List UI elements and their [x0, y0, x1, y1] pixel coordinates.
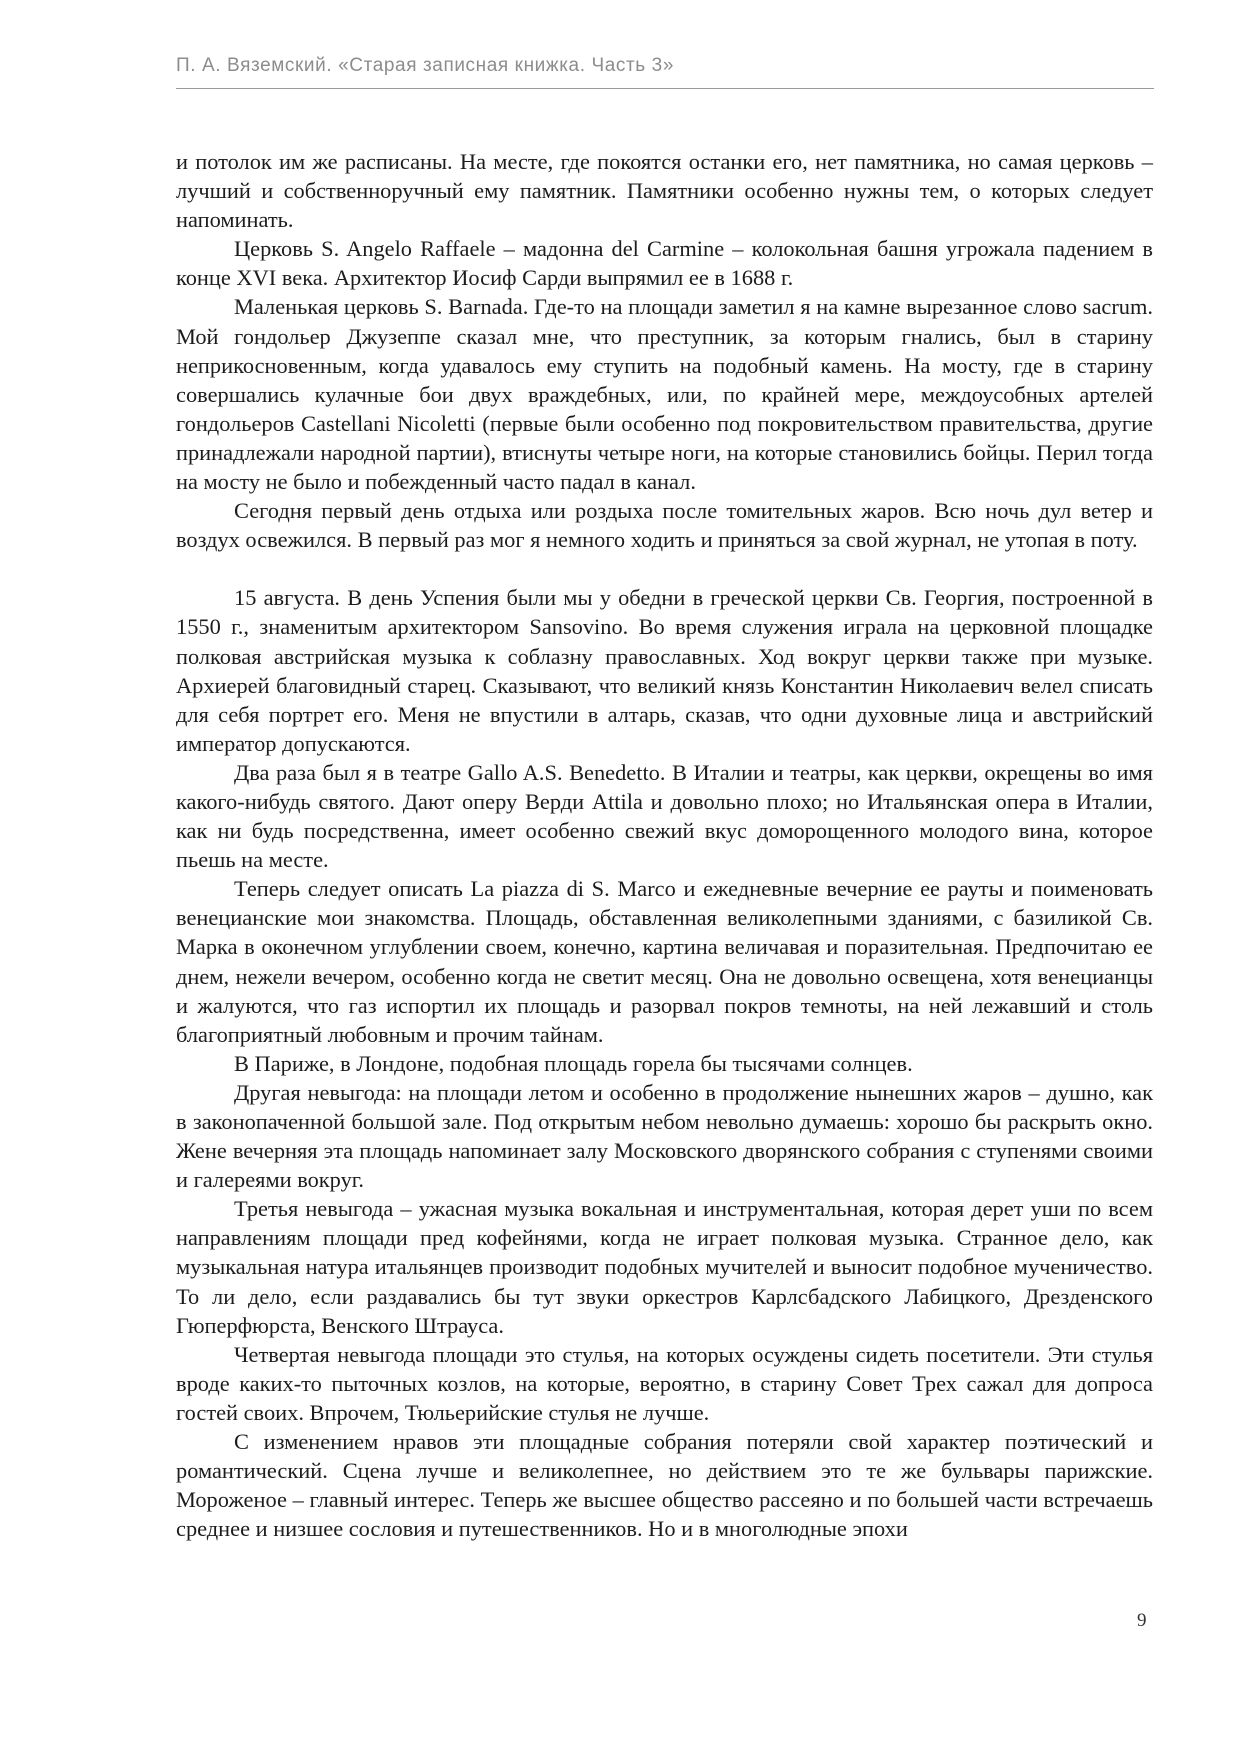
- paragraph: Теперь следует описать La piazza di S. Marco и ежедневные вечерние ее рауты и поименовать венецианские мои знакомства. Площадь, обставленная великолепными зданиями, с базиликой Св. Марка в оконечном углублении своем, конечно, картина величавая и поразительная. Предпочитаю ее днем, нежели вечером, особенно когда не светит месяц. Она не довольно освещена, хотя венецианцы и жалуются, что газ испортил их площадь и разорвал покров темноты, на ней лежавший и столь благоприятный любовным и прочим тайнам.: [176, 876, 1153, 1047]
- dated-entry-paragraph: 15 августа. В день Успения были мы у обедни в греческой церкви Св. Георгия, построенной в 1550 г., знаменитым архитектором Sansovino. Во время служения играла на церковной площадке полковая австрийская музыка к соблазну православных. Ход вокруг церкви также при музыке. Архиерей благовидный старец. Сказывают, что великий князь Константин Николаевич велел списать для себя портрет его. Меня не впустили в алтарь, сказав, что одни духовные лица и австрийский император допускаются.: [176, 585, 1153, 756]
- body-text: [176, 147, 1153, 1543]
- paragraph: Два раза был я в театре Gallo A.S. Benedetto. В Италии и театры, как церкви, окрещены во имя какого-нибудь святого. Дают оперу Верди Attila и довольно плохо; но Итальянская опера в Италии, как ни будь посредственна, имеет особенно свежий вкус доморощенного молодого вина, которое пьешь на месте.: [176, 759, 1153, 873]
- paragraph: и потолок им же расписаны. На месте, где покоятся останки его, нет памятника, но самая церковь – лучший и собственноручный ему памятник. Памятники особенно нужны тем, о которых следует напоминать.: [176, 149, 1153, 233]
- paragraph: С изменением нравов эти площадные собрания потеряли свой характер поэтический и романтический. Сцена лучше и великолепнее, но действием это те же бульвары парижские. Мороженое – главный интерес. Теперь же высшее общество рассеяно и по большей части встречаешь среднее и низшее сословия и путешественников. Но и в многолюдные эпохи: [176, 1429, 1153, 1542]
- paragraph: Четвертая невыгода площади это стулья, на которых осуждены сидеть посетители. Эти стулья вроде каких-то пыточных козлов, на которые, вероятно, в старину Совет Трех сажал для допроса гостей своих. Впрочем, Тюльерийские стулья не лучше.: [176, 1341, 1153, 1425]
- header-rule: [176, 88, 1154, 89]
- paragraph: Сегодня первый день отдыха или роздыха после томительных жаров. Всю ночь дул ветер и воздух освежился. В первый раз мог я немного ходить и приняться за свой журнал, не утопая в поту.: [176, 498, 1153, 553]
- paragraph: Третья невыгода – ужасная музыка вокальная и инструментальная, которая дерет уши по всем направлениям площади пред кофейнями, когда не играет полковая музыка. Странное дело, как музыкальная натура итальянцев производит подобных мучителей и выносит подобное мученичество. То ли дело, если раздавались бы тут звуки оркестров Карлсбадского Лабицкого, Дрезденского Гюперфюрста, Венского Штрауса.: [176, 1196, 1153, 1338]
- paragraph: В Париже, в Лондоне, подобная площадь горела бы тысячами солнцев.: [234, 1050, 913, 1076]
- running-head: П. А. Вяземский. «Старая записная книжка. Часть 3»: [176, 55, 674, 76]
- paragraph: Маленькая церковь S. Barnada. Где-то на площади заметил я на камне вырезанное слово sacrum. Мой гондольер Джузеппе сказал мне, что преступник, за которым гнались, был в старину неприкосновенным, когда удавалось ему ступить на подобный камень. На мосту, где в старину совершались кулачные бои двух враждебных, или, по крайней мере, междоусобных артелей гондольеров Castellani Nicoletti (первые были особенно под покровительством правительства, другие принадлежали народной партии), втиснуты четыре ноги, на которые становились бойцы. Перил тогда на мосту не было и побежденный часто падал в канал.: [176, 294, 1153, 495]
- paragraph: Церковь S. Angelo Raffaele – мадонна del Carmine – колокольная башня угрожала падением в конце XVI века. Архитектор Иосиф Сарди выпрямил ее в 1688 г.: [176, 236, 1153, 291]
- page-number: 9: [1137, 1610, 1147, 1631]
- paragraph: Другая невыгода: на площади летом и особенно в продолжение нынешних жаров – душно, как в законопаченной большой зале. Под открытым небом невольно думаешь: хорошо бы раскрыть окно. Жене вечерняя эта площадь напоминает залу Московского дворянского собрания с ступенями своими и галереями вокруг.: [176, 1079, 1153, 1193]
